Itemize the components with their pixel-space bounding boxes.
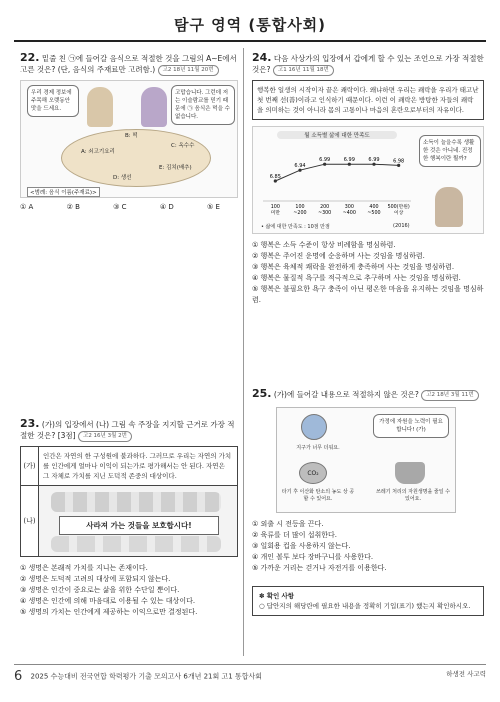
q25-illustration bbox=[276, 407, 456, 513]
person-guest-icon bbox=[141, 87, 167, 127]
speech-bubble-gap: 소득이 늘을수록 생활한 것은 아니네. 진정한 행복이란 뭘까? bbox=[419, 135, 481, 167]
question-number: 25. bbox=[252, 387, 272, 400]
q24-figure bbox=[252, 126, 484, 234]
option-4[interactable]: ④ 생명은 인간에 의해 마음대로 이용될 수 있는 대상이다. bbox=[20, 596, 196, 605]
food-label-b: B: 떡 bbox=[125, 132, 138, 139]
option-3[interactable]: ③ C bbox=[113, 202, 127, 211]
tick-label: ~400 bbox=[342, 210, 356, 216]
earth-icon bbox=[301, 414, 327, 440]
option-5[interactable]: ⑤ E bbox=[207, 202, 220, 211]
question-24 bbox=[252, 52, 484, 306]
animals-illustration bbox=[51, 492, 221, 512]
chart-source: (2016) bbox=[393, 222, 410, 229]
food-label-d: D: 생선 bbox=[113, 174, 132, 181]
speech-bubble-guest: 고맙습니다. 그런데 저는 이슬람교를 믿기 때문에 ㉠ 음식은 먹을 수 없습니다. bbox=[171, 85, 235, 125]
option-5[interactable]: ⑤ 행복은 불필요한 욕구 충족이 아닌 평온한 마음을 유지하는 것임을 명심하렴. bbox=[252, 284, 484, 304]
option-4[interactable]: ④ 행복은 물질적 욕구를 적극적으로 추구하며 사는 것임을 명심하렴. bbox=[252, 273, 461, 282]
option-3[interactable]: ③ 일회용 컵을 사용하지 않는다. bbox=[252, 541, 351, 550]
option-1[interactable]: ① 생명은 본래적 가치를 지니는 존재이다. bbox=[20, 563, 148, 572]
question-23 bbox=[20, 418, 238, 618]
poster-banner: 사라져 가는 것들을 보호합시다! bbox=[59, 516, 219, 535]
source-tag: 고1 16년 11월 18번 bbox=[273, 65, 334, 76]
confirm-box bbox=[252, 586, 484, 616]
source-tag: 고2 18년 11월 20번 bbox=[158, 65, 219, 76]
chart-note: • 삶에 대한 만족도 : 10점 만점 bbox=[261, 223, 330, 230]
person-gap-icon bbox=[435, 187, 463, 227]
footer-logo: 하생전 사고력 bbox=[446, 670, 486, 678]
question-number: 24. bbox=[252, 51, 272, 64]
data-label: 6.85 bbox=[269, 173, 281, 180]
tick-label: ~300 bbox=[318, 210, 332, 216]
q25-options bbox=[252, 519, 484, 574]
thinker-quote: 행복한 일생의 시작이자 끝은 쾌락이다. 왜냐하면 우리는 쾌락을 우리가 태고난 첫 번째 선(善)이라고 인식하기 때문이다. 이런 이 쾌락은 방탕한 자들의 쾌락을 의미하는 것이 아니라 몸의 고통이나 마음의 혼란으로부터의 자유이다. bbox=[252, 80, 484, 120]
satisfaction-line-chart bbox=[257, 141, 417, 221]
earth-caption: 지구가 너무 더워요. bbox=[296, 444, 340, 451]
person-host-icon bbox=[87, 87, 113, 127]
tick-label: 500(만원) bbox=[387, 204, 410, 210]
option-2[interactable]: ② 생명은 도덕적 고려의 대상에 포함되지 않는다. bbox=[20, 574, 171, 583]
option-2[interactable]: ② B bbox=[66, 202, 80, 211]
tick-label: 100 bbox=[295, 204, 305, 210]
option-5[interactable]: ⑤ 생명의 가치는 인간에게 제공하는 이익으로만 결정된다. bbox=[20, 607, 198, 616]
option-4[interactable]: ④ D bbox=[159, 202, 174, 211]
tick-label: 100 bbox=[270, 204, 280, 210]
q23-options bbox=[20, 563, 238, 618]
label-ga: (가) bbox=[21, 447, 39, 485]
poster-na bbox=[39, 486, 237, 556]
q24-options bbox=[252, 240, 484, 306]
option-2[interactable]: ② 육류를 더 많이 섭취한다. bbox=[252, 530, 338, 539]
question-25 bbox=[252, 388, 484, 616]
tick-label: ~200 bbox=[293, 210, 307, 216]
page-number: 6 bbox=[14, 669, 23, 684]
source-tag: 고2 16년 3월 2번 bbox=[78, 431, 132, 442]
data-label: 6.99 bbox=[343, 156, 355, 163]
footer bbox=[14, 669, 262, 684]
option-5[interactable]: ⑤ 가까운 거리는 걷거나 자전거를 이용한다. bbox=[252, 563, 387, 572]
header-rule bbox=[14, 40, 486, 42]
passage-ga: 인간은 자연의 한 구성원에 불과하다. 그러므로 우리는 자연의 가치를 인간에게 얼마나 이익이 되는가로 평가해서는 안 된다. 자연은 그 자체로 가치를 지닌 도덕적 존중의 대상이다. bbox=[43, 451, 232, 480]
question-text: (가)의 입장에서 (나) 그림 속 주장을 지지할 근거로 가장 적절한 것은? [3점] bbox=[20, 420, 235, 440]
option-1[interactable]: ① 행복은 소득 수준이 항상 비례함을 명심하렴. bbox=[252, 240, 396, 249]
question-text: 밑줄 친 ㉠에 들어갈 음식으로 적절한 것을 그림의 A~E에서 고른 것은? (단, 음식의 주재료만 고려함.) bbox=[20, 54, 237, 74]
co2-icon: CO₂ bbox=[299, 462, 327, 484]
question-number: 22. bbox=[20, 51, 40, 64]
confirm-text: ○ 답안지의 해당란에 필요한 내용을 정확히 기입(표기) 했는지 확인하시오. bbox=[259, 601, 471, 610]
option-2[interactable]: ② 행복은 주어진 운명에 순응하며 사는 것임을 명심하렴. bbox=[252, 251, 425, 260]
data-label: 6.94 bbox=[294, 162, 306, 169]
food-legend: <범례: 음식 이름(주재료)> bbox=[27, 187, 100, 197]
option-4[interactable]: ④ 개인 볼투 보다 장바구니를 사용한다. bbox=[252, 552, 374, 561]
chart-title: 월 소득별 삶에 대한 만족도 bbox=[277, 131, 397, 139]
footer-rule bbox=[14, 664, 486, 665]
animals-illustration-bottom bbox=[51, 536, 221, 552]
question-number: 23. bbox=[20, 417, 40, 430]
column-divider bbox=[243, 48, 244, 656]
tick-label: 200 bbox=[320, 204, 330, 210]
tick-label: 이상 bbox=[394, 210, 404, 216]
speech-bubble-host: 우리 경제 정보에 주목해 오랫동안 맛을 드세요. bbox=[27, 85, 79, 117]
question-text: 다음 사상가의 입장에서 갑에게 할 수 있는 조언으로 가장 적절한 것은? bbox=[252, 54, 484, 74]
food-label-a: A: 쇠고기요리 bbox=[81, 148, 115, 155]
option-1[interactable]: ① 외출 시 전등을 끈다. bbox=[252, 519, 324, 528]
option-3[interactable]: ③ 생명은 인간이 중요로는 삶을 위한 수단일 뿐이다. bbox=[20, 585, 180, 594]
center-box: 가정에 자원을 노력이 필요합니다! (가) bbox=[373, 414, 449, 438]
data-label: 6.99 bbox=[319, 156, 331, 163]
confirm-title: ✽ 확인 사항 bbox=[259, 591, 295, 600]
tick-label: 미만 bbox=[270, 210, 280, 216]
source-tag: 고2 18년 3월 11번 bbox=[421, 390, 479, 401]
q23-passage-table bbox=[20, 446, 238, 557]
question-22 bbox=[20, 52, 238, 213]
page-header-title: 탐구 영역 (통합사회) bbox=[173, 16, 327, 34]
data-label: 6.98 bbox=[393, 157, 405, 164]
label-na: (나) bbox=[21, 486, 39, 556]
food-label-e: E: 김치(배추) bbox=[159, 164, 192, 171]
option-3[interactable]: ③ 행복은 육체적 쾌락을 완전하게 충족하며 사는 것임을 명심하렴. bbox=[252, 262, 455, 271]
option-1[interactable]: ① A bbox=[20, 202, 34, 211]
trash-icon bbox=[395, 462, 425, 484]
q22-illustration bbox=[20, 80, 238, 198]
food-label-c: C: 옥수수 bbox=[171, 142, 195, 149]
tick-label: 300 bbox=[344, 204, 354, 210]
co2-caption: 타기 후 이산화 탄소의 농도 상 공할 수 있어요. bbox=[281, 488, 355, 502]
question-text: (가)에 들어갈 내용으로 적절하지 않은 것은? bbox=[273, 390, 419, 399]
tick-label: ~500 bbox=[367, 210, 381, 216]
trash-caption: 쓰레기 처리의 자원생명을 줄일 수 있어요. bbox=[376, 488, 450, 502]
tick-label: 400 bbox=[369, 204, 379, 210]
q22-options bbox=[20, 202, 220, 213]
data-label: 6.99 bbox=[368, 156, 380, 163]
footer-text: 2025 수능대비 전국연합 학력평가 기출 모의고사 6개년 21회 고1 통합사회 bbox=[30, 672, 262, 681]
